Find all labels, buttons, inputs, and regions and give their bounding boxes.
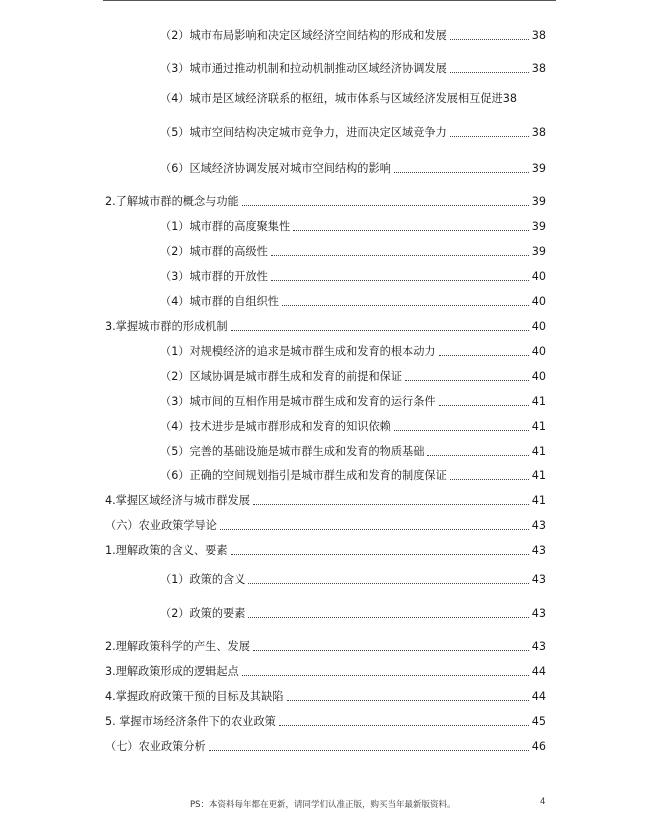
toc-leader-dots [450,136,529,137]
toc-page-number: 40 [531,270,546,283]
toc-leader-dots [209,750,529,751]
toc-entry-title: 3.掌握城市群的形成机制 [105,320,228,333]
toc-entry[interactable] [105,663,546,679]
toc-page-number: 45 [531,715,546,728]
toc-entry-title: （4）技术进步是城市群形成和发育的知识依赖 [160,420,391,433]
toc-entry-title: （6）区域经济协调发展对城市空间结构的影响 [160,162,391,175]
toc-page-number: 44 [531,665,546,678]
toc-entry[interactable] [105,492,546,508]
toc-leader-dots [394,430,529,431]
toc-page-number: 38 [531,126,546,139]
toc-entry[interactable] [105,713,546,729]
toc-leader-dots [394,172,529,173]
toc-entry-title: 4.掌握政府政策干预的目标及其缺陷 [105,690,284,703]
toc-entry[interactable] [160,368,546,384]
toc-entry[interactable] [160,160,546,176]
toc-page-number: 44 [531,690,546,703]
toc-page-number: 41 [531,395,546,408]
toc-page-number: 43 [531,519,546,532]
toc-leader-dots [279,725,529,726]
toc-page-number: 41 [531,469,546,482]
toc-page-number: 40 [531,320,546,333]
toc-entry[interactable] [160,571,546,587]
toc-entry[interactable] [105,517,546,533]
toc-entry-title: （3）城市群的开放性 [160,270,268,283]
toc-leader-dots [405,380,529,381]
toc-leader-dots [439,355,529,356]
toc-leader-dots [427,455,528,456]
toc-page-number: 43 [531,544,546,557]
toc-leader-dots [248,583,528,584]
toc-entry-title: 4.掌握区域经济与城市群发展 [105,494,250,507]
toc-entry-title: （1）城市群的高度聚集性 [160,220,291,233]
toc-page-number: 39 [531,195,546,208]
toc-page-number: 41 [531,445,546,458]
toc-entry-title: （2）区域协调是城市群生成和发育的前提和保证 [160,370,403,383]
toc-leader-dots [231,330,529,331]
toc-leader-dots [450,72,529,73]
toc-page-number: 38 [531,29,546,42]
toc-leader-dots [271,255,529,256]
toc-page-number: 43 [531,640,546,653]
toc-entry[interactable] [160,443,546,459]
toc-leader-dots [242,205,529,206]
top-rule [103,0,556,1]
toc-leader-dots [253,504,529,505]
toc-leader-dots [450,39,529,40]
toc-entry-title: （4）城市是区域经济联系的枢纽，城市体系与区域经济发展相互促进 [160,92,503,105]
toc-leader-dots [231,554,529,555]
toc-page-number: 39 [531,162,546,175]
toc-page-number: 40 [531,370,546,383]
toc-entry[interactable] [105,193,546,209]
toc-entry[interactable] [160,393,546,409]
toc-entry-title: （2）城市群的高级性 [160,245,268,258]
toc-entry-title: （5）完善的基础设施是城市群生成和发育的物质基础 [160,445,425,458]
toc-leader-dots [220,529,529,530]
toc-page-number: 40 [531,345,546,358]
toc-entry-title: （2）城市布局影响和决定区域经济空间结构的形成和发展 [160,29,447,42]
toc-entry[interactable] [160,90,558,106]
toc-entry[interactable] [160,124,546,140]
toc-entry-title: （六）农业政策学导论 [105,519,217,532]
toc-entry[interactable] [160,27,546,43]
footer-note: PS：本资料每年都在更新，请同学们认准正版，购买当年最新版资料。 [190,800,456,810]
toc-entry[interactable] [160,467,546,483]
toc-page-number: 39 [531,245,546,258]
toc-entry-title: （2）政策的要素 [160,607,246,620]
toc-entry[interactable] [160,60,546,76]
toc-entry-title: （1）政策的含义 [160,573,246,586]
toc-entry[interactable] [105,638,546,654]
toc-entry[interactable] [160,343,546,359]
toc-entry-title: 3.理解政策形成的逻辑起点 [105,665,239,678]
toc-page-number: 43 [531,607,546,620]
toc-entry[interactable] [160,268,546,284]
toc-leader-dots [242,675,529,676]
toc-page-number: 38 [502,92,517,105]
toc-entry-title: （6）正确的空间规划指引是城市群生成和发育的制度保证 [160,469,447,482]
toc-entry-title: 5. 掌握市场经济条件下的农业政策 [105,715,276,728]
toc-page-number: 41 [531,420,546,433]
toc-leader-dots [293,230,529,231]
toc-leader-dots [253,650,529,651]
toc-entry-title: （4）城市群的自组织性 [160,295,279,308]
toc-leader-dots [282,305,529,306]
toc-page-number: 40 [531,295,546,308]
toc-entry[interactable] [160,418,546,434]
toc-entry[interactable] [160,218,546,234]
toc-entry[interactable] [160,293,546,309]
toc-entry-title: 2.了解城市群的概念与功能 [105,195,239,208]
toc-entry-title: 1.理解政策的含义、要素 [105,544,228,557]
toc-entry[interactable] [160,605,546,621]
toc-entry-title: （1）对规模经济的追求是城市群生成和发育的根本动力 [160,345,436,358]
toc-leader-dots [439,405,529,406]
toc-page-number: 39 [531,220,546,233]
toc-leader-dots [287,700,529,701]
toc-entry[interactable] [105,688,546,704]
toc-entry-title: （3）城市通过推动机制和拉动机制推动区域经济协调发展 [160,62,447,75]
toc-entry[interactable] [105,738,546,754]
toc-leader-dots [450,479,529,480]
toc-leader-dots [248,617,528,618]
toc-page-number: 41 [531,494,546,507]
toc-page-number: 46 [531,740,546,753]
toc-entry-title: （5）城市空间结构决定城市竞争力，进而决定区域竞争力 [160,126,447,139]
toc-entry[interactable] [105,542,546,558]
toc-page-number: 38 [531,62,546,75]
toc-page-number: 43 [531,573,546,586]
toc-entry[interactable] [105,318,546,334]
toc-leader-dots [271,280,529,281]
toc-entry-title: （七）农业政策分析 [105,740,206,753]
toc-entry-title: （3）城市间的互相作用是城市群生成和发育的运行条件 [160,395,436,408]
toc-entry[interactable] [160,243,546,259]
toc-entry-title: 2.理解政策科学的产生、发展 [105,640,250,653]
footer-page-number: 4 [540,797,546,807]
